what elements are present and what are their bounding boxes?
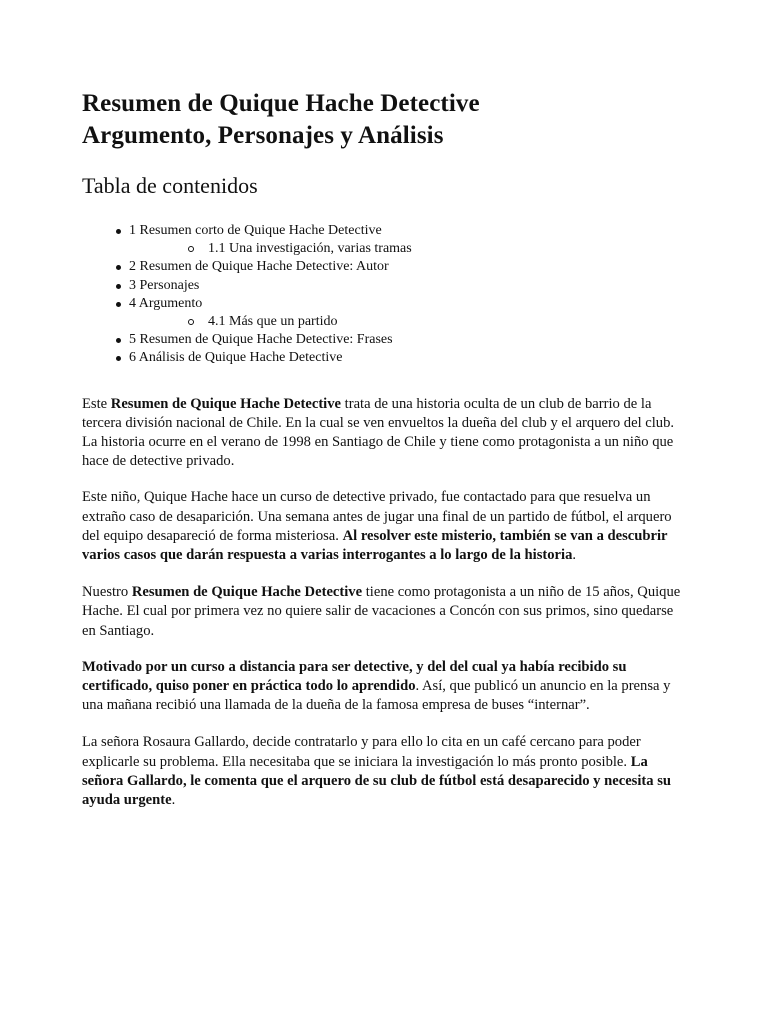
paragraph-bold-text: Al resolver este misterio, también se van a descubrir varios casos que darán respuesta a varias interrogantes a lo largo de la historia	[82, 527, 668, 564]
paragraph-text: Este	[82, 395, 111, 412]
paragraph-intro	[82, 395, 682, 472]
document-title	[82, 88, 682, 152]
paragraph-text: La señora Rosaura Gallardo, decide contratarlo y para ello lo cita en un café cercano para poder explicarle su problema. Ella necesitaba que se iniciara la investigación lo más pronto posible.	[82, 734, 641, 770]
toc-item[interactable]: 6 Análisis de Quique Hache Detective	[82, 349, 682, 367]
paragraph-motivation	[82, 658, 682, 716]
paragraph-client	[82, 733, 682, 810]
paragraph-text: .	[171, 792, 176, 809]
paragraph-text: tiene como protagonista a un niño de 15 años, Quique Hache. El cual por primera vez no quiere salir de vacaciones a Concón con sus primos, sino quedarse en Santiago.	[82, 584, 681, 639]
toc-item[interactable]: 2 Resumen de Quique Hache Detective: Autor	[82, 258, 682, 276]
table-of-contents	[82, 222, 682, 368]
paragraph-protagonist	[82, 583, 682, 641]
toc-subitem[interactable]: 4.1 Más que un partido	[82, 313, 682, 331]
toc-item[interactable]: 5 Resumen de Quique Hache Detective: Frases	[82, 331, 682, 349]
toc-subitem[interactable]: 1.1 Una investigación, varias tramas	[82, 240, 682, 258]
toc-item[interactable]: 3 Personajes	[82, 277, 682, 295]
paragraph-case	[82, 488, 682, 565]
toc-heading: Tabla de contenidos	[82, 173, 258, 198]
toc-item[interactable]: 1 Resumen corto de Quique Hache Detective	[82, 222, 682, 240]
paragraph-bold-text: Resumen de Quique Hache Detective	[131, 584, 363, 601]
paragraph-bold-text: La señora Gallardo, le comenta que el arquero de su club de fútbol está desaparecido y necesita su ayuda urgente	[82, 753, 672, 809]
paragraph-bold-text: Motivado por un curso a distancia para ser detective, y del del cual ya había recibido su certificado, quiso poner en práctica todo lo aprendido	[82, 658, 627, 695]
paragraph-text: Este niño, Quique Hache hace un curso de detective privado, fue contactado para que resuelva un extraño caso de desaparición. Una semana antes de jugar una final de un partido de fútbol, el arquero del equipo desapareció de forma misteriosa.	[82, 489, 672, 544]
toc-item[interactable]: 4 Argumento	[82, 295, 682, 313]
paragraph-text: . Así, que publicó un anuncio en la prensa y una mañana recibió una llamada de la dueña de la famosa empresa de buses “internar”.	[82, 678, 671, 714]
paragraph-text: trata de una historia oculta de un club de barrio de la tercera división nacional de Chile. En la cual se ven envueltos la dueña del club y el arquero del club. La historia ocurre en el verano de 1998 en Santiago de Chile y tiene como protagonista a un niño que hace de detective privado.	[82, 395, 675, 470]
paragraph-bold-text: Resumen de Quique Hache Detective	[110, 395, 342, 412]
paragraph-text: .	[572, 547, 577, 564]
document-page	[82, 88, 682, 810]
title-line-1: Resumen de Quique Hache Detective	[82, 90, 480, 117]
title-line-2: Argumento, Personajes y Análisis	[82, 122, 444, 149]
paragraph-text: Nuestro	[82, 584, 132, 601]
